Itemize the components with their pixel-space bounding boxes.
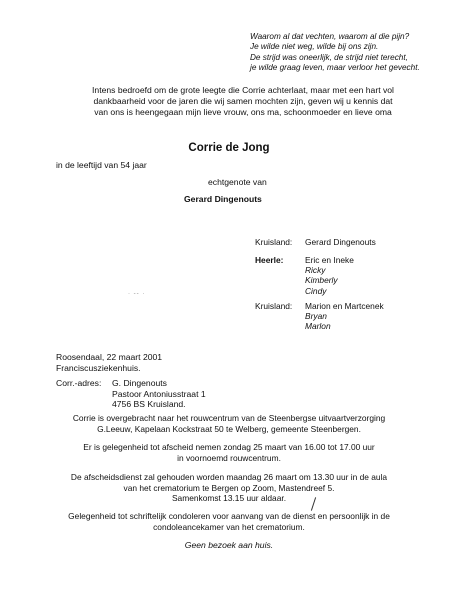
closing-line: Geen bezoek aan huis. bbox=[184, 540, 274, 550]
intro-line: Intens bedroefd om de grote leegte die Corrie achterlaat, maar met een hart vol bbox=[92, 85, 394, 95]
paragraph-line: Gelegenheid tot schriftelijk condoleren voor aanvang van de dienst en persoonlijk in de bbox=[68, 511, 390, 521]
family-names bbox=[305, 255, 354, 296]
family-names bbox=[305, 301, 384, 332]
family-member: Gerard Dingenouts bbox=[305, 237, 376, 247]
family-member: Kimberly bbox=[305, 275, 338, 286]
poem-line: De strijd was oneerlijk, de strijd niet terecht, bbox=[250, 52, 408, 62]
family-member: Ricky bbox=[305, 265, 326, 276]
intro-line: dankbaarheid voor de jaren die wij samen mochten zijn, geven wij u kennis dat bbox=[93, 96, 393, 106]
family-place: Heerle: bbox=[255, 255, 284, 265]
paragraph-line: De afscheidsdienst zal gehouden worden maandag 26 maart om 13.30 uur in de aula bbox=[70, 472, 388, 482]
deceased-name: Corrie de Jong bbox=[188, 142, 270, 154]
poem-line: je wilde graag leven, maar verloor het gevecht. bbox=[250, 62, 420, 72]
paragraph-line: van het crematorium te Bergen op Zoom, Mastendreef 5. bbox=[123, 482, 335, 493]
paragraph-line: condoleancekamer van het crematorium. bbox=[153, 521, 305, 532]
family-place: Kruisland: bbox=[255, 237, 293, 247]
poem bbox=[250, 32, 420, 73]
intro-line: van ons is heengegaan mijn lieve vrouw, ons ma, schoonmoeder en lieve oma bbox=[94, 107, 392, 117]
paragraph-line: G.Leeuw, Kapelaan Kockstraat 50 te Welberg, gemeente Steenbergen. bbox=[97, 423, 361, 434]
family-member: Cindy bbox=[305, 285, 327, 296]
paragraph-line: Corrie is overgebracht naar het rouwcentrum van de Steenbergse uitvaartverzorging bbox=[72, 413, 386, 423]
paragraph-dienst bbox=[30, 472, 428, 504]
intro-paragraph bbox=[58, 85, 428, 118]
address-line: Pastoor Antoniusstraat 1 bbox=[112, 388, 206, 399]
scan-speck: · -- · bbox=[128, 291, 146, 297]
date-line: Roosendaal, 22 maart 2001 bbox=[56, 352, 163, 362]
family-place: Kruisland: bbox=[255, 301, 293, 311]
family-member: Marion en Martcenek bbox=[305, 301, 384, 311]
spouse-name: Gerard Dingenouts bbox=[184, 194, 262, 204]
poem-line: Waarom al dat vechten, waarom al die pijn? bbox=[250, 32, 410, 41]
correspondence-label: Corr.-adres: bbox=[56, 378, 102, 388]
date-place bbox=[56, 352, 162, 373]
family-names bbox=[305, 237, 376, 247]
paragraph-afscheid bbox=[30, 442, 428, 463]
paragraph-line: Er is gelegenheid tot afscheid nemen zondag 25 maart van 16.00 tot 17.00 uur bbox=[83, 442, 375, 452]
paragraph-line: Samenkomst 13.15 uur aldaar. bbox=[171, 493, 287, 503]
hospital-line: Franciscusziekenhuis. bbox=[56, 362, 141, 373]
address-line: 4756 BS Kruisland. bbox=[112, 399, 186, 409]
correspondence-address bbox=[56, 378, 206, 409]
family-member: Marlon bbox=[305, 321, 331, 332]
poem-line: Je wilde niet weg, wilde bij ons zijn. bbox=[250, 42, 379, 52]
address-line: G. Dingenouts bbox=[112, 378, 167, 388]
family-member: Bryan bbox=[305, 311, 327, 322]
paragraph-condoleren bbox=[30, 511, 428, 532]
paragraph-rouwcentrum bbox=[30, 413, 428, 434]
correspondence-lines bbox=[112, 378, 206, 410]
age-line: in de leeftijd van 54 jaar bbox=[56, 160, 147, 170]
spouse-label: echtgenote van bbox=[208, 177, 267, 187]
paragraph-line: in voornoemd rouwcentrum. bbox=[177, 452, 281, 463]
family-member: Eric en Ineke bbox=[305, 255, 354, 265]
